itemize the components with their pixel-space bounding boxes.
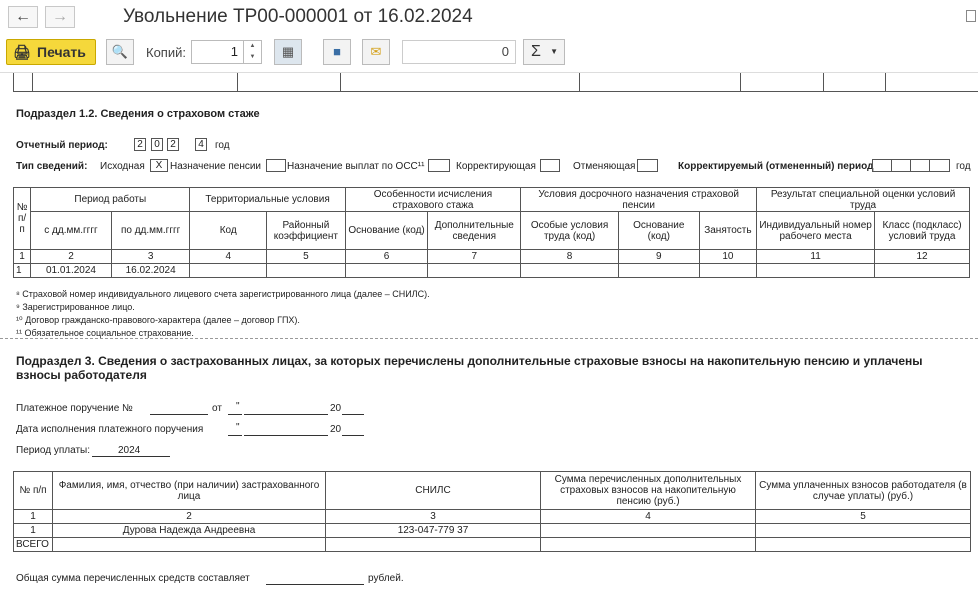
type-original-label: Исходная: [100, 161, 145, 172]
header-sum-additional: Сумма перечисленных дополнительных страховых взносов на накопительную пенсию (руб.): [541, 472, 756, 510]
print-label: Печать: [37, 44, 86, 60]
quote-open-2: ": [236, 422, 240, 433]
type-pension-box: [266, 159, 286, 172]
period-label: Отчетный период:: [16, 140, 108, 151]
total-label: ВСЕГО: [14, 538, 53, 552]
envelope-icon: ✉: [370, 44, 382, 59]
header-extra: Дополнительные сведения: [428, 212, 521, 250]
year-digit-1: 2: [134, 138, 146, 151]
header-class: Класс (подкласс) условий труда: [875, 212, 970, 250]
row-num: 1: [14, 524, 53, 538]
year-digit-2: 0: [151, 138, 163, 151]
footnote-10: ¹⁰ Договор гражданско-правового-характера (далее – договор ГПХ).: [16, 315, 300, 325]
year-suffix: год: [215, 140, 230, 151]
row-fio: Дурова Надежда Андреевна: [53, 524, 326, 538]
edit-mode-button[interactable]: [274, 39, 302, 65]
type-cancel-box: [637, 159, 658, 172]
quote-open: ": [236, 401, 240, 412]
table-row: [14, 524, 971, 538]
toolbar: [0, 36, 978, 70]
col-number: 4: [190, 250, 267, 264]
corr-year-box-1: [872, 159, 892, 172]
insurance-experience-table: [13, 187, 970, 278]
header-num: № п/п: [14, 472, 53, 510]
insured-persons-table: [13, 471, 971, 552]
spin-down-icon[interactable]: ▼: [249, 54, 256, 60]
floppy-disk-icon: ■: [333, 44, 341, 59]
pay-period-value: 2024: [118, 445, 141, 456]
col-number: 3: [111, 250, 190, 264]
year-field-2: [342, 424, 364, 436]
sigma-icon: Σ: [531, 43, 541, 60]
chevron-down-icon: ▼: [550, 47, 558, 56]
col-number: 5: [756, 510, 971, 524]
header-regional-coef: Районный коэффициент: [267, 212, 346, 250]
header-work-period: Период работы: [31, 188, 190, 212]
total-sum-field: [266, 573, 364, 585]
header-basis: Основание (код): [345, 212, 428, 250]
document-area: [0, 72, 978, 593]
spin-up-icon[interactable]: ▲: [249, 43, 256, 49]
edit-table-icon: ▦: [281, 44, 295, 59]
col-number: 4: [541, 510, 756, 524]
header-special-cond: Особые условия труда (код): [521, 212, 619, 250]
previous-table-remnant: [13, 73, 978, 92]
col-number: 1: [14, 510, 53, 524]
print-button[interactable]: [6, 39, 96, 65]
copies-input[interactable]: 1: [191, 40, 244, 64]
corr-period-label: Корректируемый (отмененный) период: [678, 161, 874, 172]
corr-year-box-2: [891, 159, 911, 172]
pay-period-label: Период уплаты:: [16, 445, 90, 456]
type-label: Тип сведений:: [16, 161, 88, 172]
printer-icon: 🖨: [13, 44, 31, 60]
sum-mode-button[interactable]: [523, 39, 565, 65]
col-number: 5: [267, 250, 346, 264]
preview-button[interactable]: [106, 39, 134, 65]
corr-year-box-3: [910, 159, 930, 172]
exec-date-label: Дата исполнения платежного поручения: [16, 424, 204, 435]
section-1-2-heading: Подраздел 1.2. Сведения о страховом стаже: [16, 108, 260, 120]
header-fio: Фамилия, имя, отчество (при наличии) застрахованного лица: [53, 472, 326, 510]
forward-button[interactable]: [45, 6, 75, 28]
header-workplace-no: Индивидуальный номер рабочего места: [757, 212, 875, 250]
col-number: 10: [699, 250, 756, 264]
header-features: Особенности исчисления страхового стажа: [345, 188, 520, 212]
save-button[interactable]: [323, 39, 351, 65]
payment-order-label: Платежное поручение №: [16, 403, 133, 414]
header-from: с дд.мм.гггг: [31, 212, 112, 250]
col-number: 9: [618, 250, 699, 264]
title-bar: [0, 0, 978, 36]
year-prefix-2: 20: [330, 424, 342, 435]
year-field-1: [342, 403, 364, 415]
month-field-2: [244, 424, 328, 436]
col-number: 6: [345, 250, 428, 264]
col-number: 3: [326, 510, 541, 524]
col-number: 2: [53, 510, 326, 524]
sum-field[interactable]: 0: [402, 40, 516, 64]
window-menu-icon[interactable]: [966, 10, 976, 22]
footnote-9: ⁹ Зарегистрированное лицо.: [16, 302, 135, 312]
payment-order-number-field: [150, 403, 208, 415]
col-number: 12: [875, 250, 970, 264]
arrow-right-icon: →: [52, 8, 68, 25]
header-num: № п/п: [14, 188, 31, 250]
col-number: 8: [521, 250, 619, 264]
send-email-button[interactable]: [362, 39, 390, 65]
col-number: 7: [428, 250, 521, 264]
type-oss-box: [428, 159, 450, 172]
row-num: 1: [14, 264, 31, 278]
header-sout: Результат специальной оценки условий труда: [757, 188, 970, 212]
row-to: 16.02.2024: [111, 264, 190, 278]
col-number: 11: [757, 250, 875, 264]
footnote-11: ¹¹ Обязательное социальное страхование.: [16, 328, 194, 338]
total-row: [14, 538, 971, 552]
corr-year-suffix: год: [956, 161, 971, 172]
back-button[interactable]: [8, 6, 38, 28]
footnote-8: ⁸ Страховой номер индивидуального лицевого счета зарегистрированного лица (далее – СНИЛС).: [16, 289, 430, 299]
rubles-label: рублей.: [368, 573, 404, 584]
month-field-1: [244, 403, 328, 415]
type-correcting-box: [540, 159, 560, 172]
type-cancel-label: Отменяющая: [573, 161, 636, 172]
col-number: 2: [31, 250, 112, 264]
header-sum-employer: Сумма уплаченных взносов работодателя (в случае уплаты) (руб.): [756, 472, 971, 510]
table-row: [14, 264, 970, 278]
header-snils: СНИЛС: [326, 472, 541, 510]
header-basis2: Основание (код): [618, 212, 699, 250]
type-pension-label: Назначение пенсии: [170, 161, 262, 172]
header-early-pension: Условия досрочного назначения страховой пенсии: [521, 188, 757, 212]
magnifier-icon: 🔍: [111, 44, 129, 59]
header-to: по дд.мм.гггг: [111, 212, 190, 250]
header-territorial: Территориальные условия: [190, 188, 345, 212]
row-from: 01.01.2024: [31, 264, 112, 278]
row-snils: 123-047-779 37: [326, 524, 541, 538]
corr-year-box-4: [929, 159, 950, 172]
header-code: Код: [190, 212, 267, 250]
year-digit-3: 2: [167, 138, 179, 151]
year-digit-4: 4: [195, 138, 207, 151]
arrow-left-icon: ←: [15, 8, 31, 25]
header-employment: Занятость: [699, 212, 756, 250]
type-correcting-label: Корректирующая: [456, 161, 536, 172]
copies-spinner[interactable]: [244, 40, 262, 64]
col-number: 1: [14, 250, 31, 264]
window-title: Увольнение ТР00-000001 от 16.02.2024: [123, 6, 473, 27]
copies-label: Копий:: [146, 45, 186, 60]
section-3-heading: Подраздел 3. Сведения о застрахованных лицах, за которых перечислены дополнительные страховые взносы на накопительную пенсию и уплачены взносы работодателя: [16, 354, 923, 382]
total-sum-label: Общая сумма перечисленных средств составляет: [16, 573, 250, 584]
type-oss-label: Назначение выплат по ОСС¹¹: [287, 161, 425, 172]
from-label: от: [212, 403, 222, 414]
year-prefix-1: 20: [330, 403, 342, 414]
type-original-box: X: [150, 159, 168, 172]
page-break-line: [0, 338, 978, 339]
